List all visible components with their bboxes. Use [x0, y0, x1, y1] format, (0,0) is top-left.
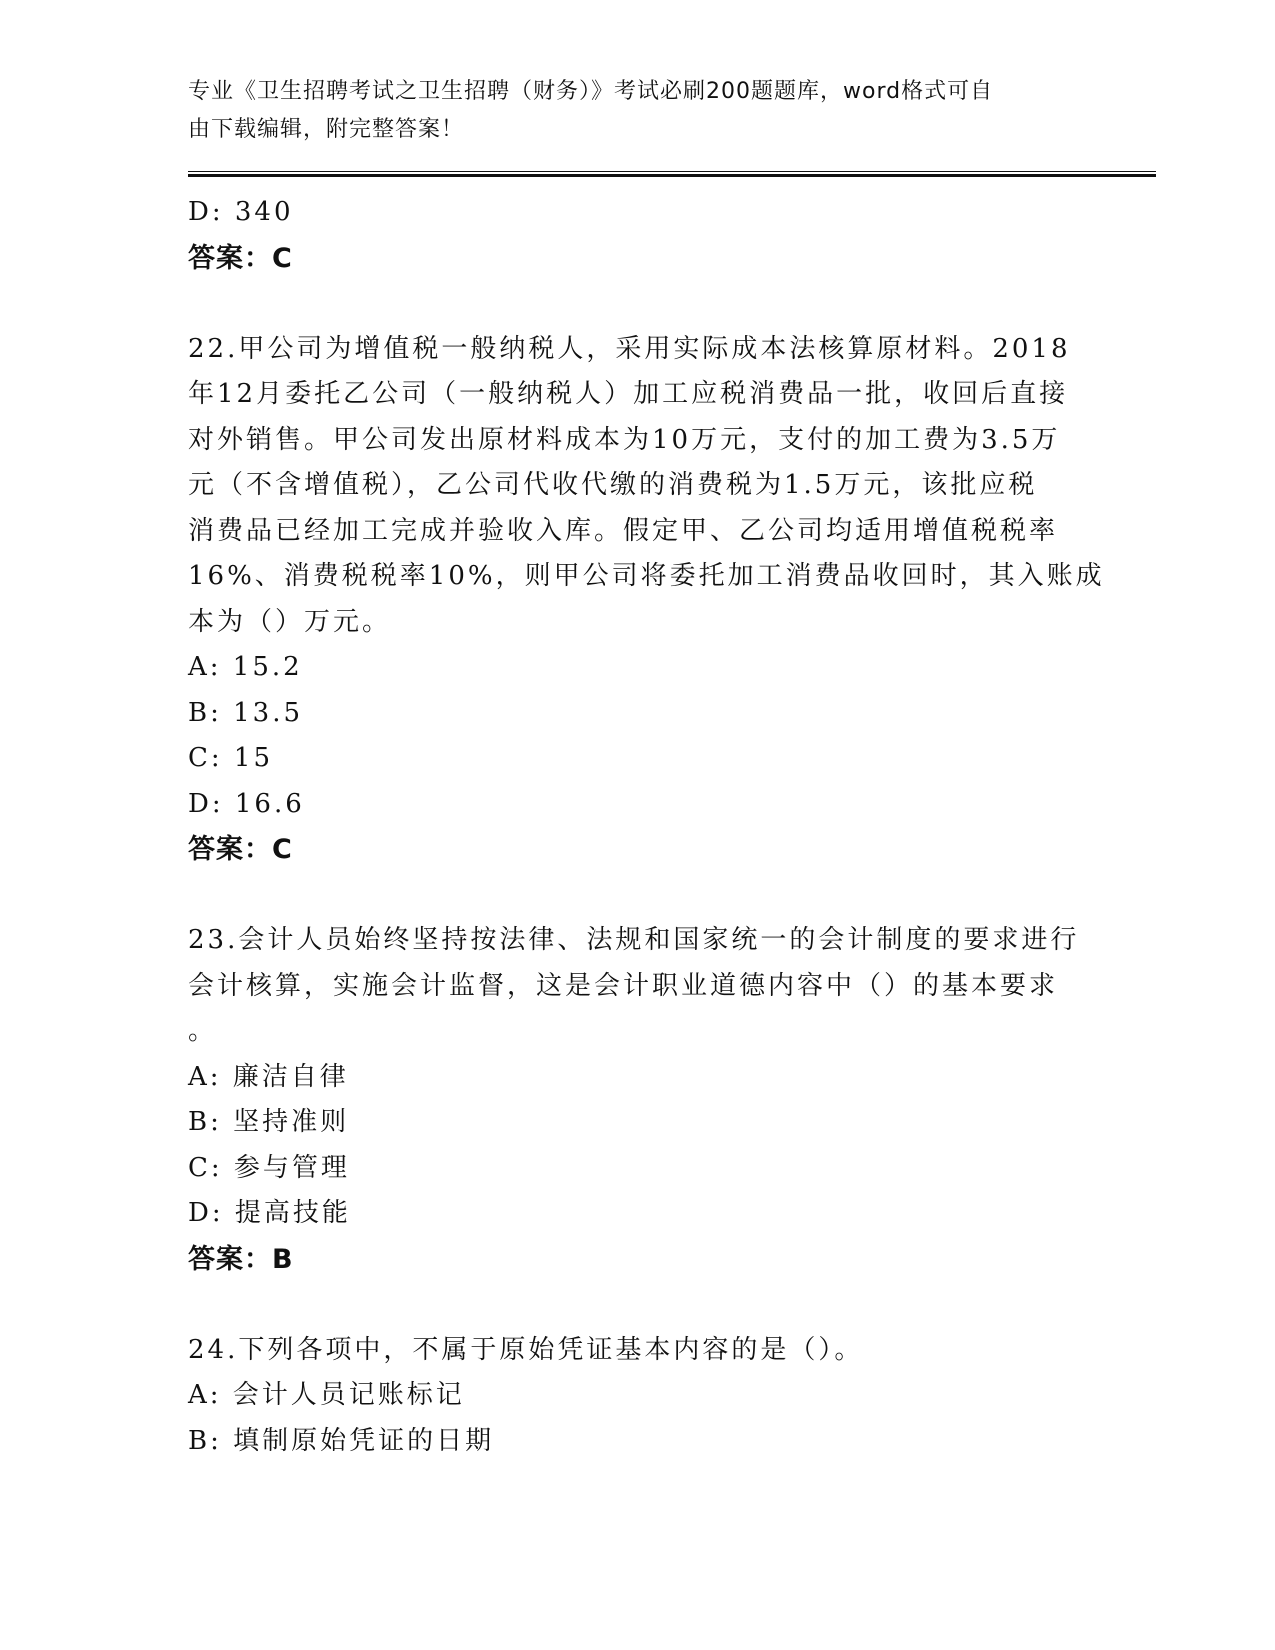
option-d: D: 提高技能: [188, 1198, 351, 1228]
spacer: [188, 873, 1088, 919]
spacer: [188, 281, 1088, 327]
answer: 答案：B: [188, 1243, 294, 1275]
question-text-line: 16%、消费税税率10%，则甲公司将委托加工消费品收回时，其入账成: [188, 561, 1105, 591]
question-24: [188, 1328, 1088, 1465]
option-b: B: 13.5: [188, 697, 304, 728]
option-b: B: 坚持准则: [188, 1107, 350, 1137]
answer: 答案：C: [188, 834, 293, 865]
question-text-line: 24.下列各项中，不属于原始凭证基本内容的是（）。: [188, 1334, 864, 1365]
question-21-tail: [188, 190, 1088, 281]
question-text-line: 23.会计人员始终坚持按法律、法规和国家统一的会计制度的要求进行: [188, 925, 1080, 955]
option-a: A: 会计人员记账标记: [188, 1380, 465, 1410]
document-body: [188, 190, 1105, 1464]
header-line-2: 由下载编辑，附完整答案！: [188, 117, 465, 142]
header-rule-thick: [188, 174, 1156, 177]
question-text-line: 对外销售。甲公司发出原材料成本为10万元，支付的加工费为3.5万: [188, 424, 1061, 455]
header-line-1: 专业《卫生招聘考试之卫生招聘（财务）》考试必刷200题题库，word格式可自: [188, 79, 994, 104]
option-d: D: 340: [188, 197, 294, 227]
answer: 答案：C: [188, 242, 293, 274]
question-text-line: 22.甲公司为增值税一般纳税人，采用实际成本法核算原材料。2018: [188, 333, 1071, 364]
document-header: [188, 73, 1068, 149]
question-text-line: 。: [188, 1016, 218, 1046]
spacer: [188, 1282, 1088, 1328]
option-a: A: 15.2: [188, 652, 303, 682]
question-text-line: 年12月委托乙公司（一般纳税人）加工应税消费品一批，收回后直接: [188, 379, 1069, 409]
question-text-line: 元（不含增值税），乙公司代收代缴的消费税为1.5万元，该批应税: [188, 470, 1038, 500]
option-b: B: 填制原始凭证的日期: [188, 1425, 495, 1456]
option-c: C: 参与管理: [188, 1152, 350, 1183]
option-c: C: 15: [188, 743, 274, 773]
option-a: A: 廉洁自律: [188, 1061, 349, 1092]
question-23: [188, 918, 1088, 1282]
header-rule-thin: [188, 171, 1156, 172]
question-text-line: 消费品已经加工完成并验收入库。假定甲、乙公司均适用增值税税率: [188, 515, 1059, 546]
option-d: D: 16.6: [188, 788, 305, 819]
question-text-line: 会计核算，实施会计监督，这是会计职业道德内容中（）的基本要求: [188, 970, 1059, 1001]
question-text-line: 本为（）万元。: [188, 606, 392, 637]
question-22: [188, 327, 1105, 873]
